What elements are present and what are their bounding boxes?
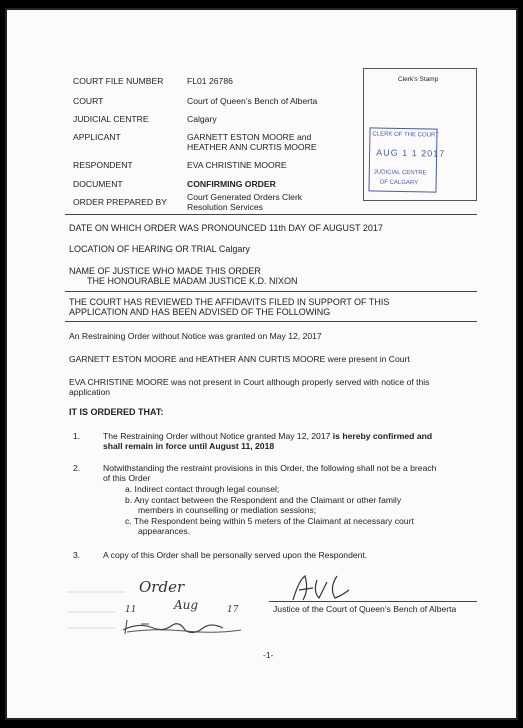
item-1-line-2: shall remain in force until August 11, 2018	[103, 441, 275, 451]
stamp-line-4: OF CALGARY	[379, 179, 419, 187]
handwritten-year: 17	[227, 605, 239, 615]
signature-caption: Justice of the Court of Queen’s Bench of Alberta	[273, 604, 457, 614]
stamp-date: AUG 1 1 2017	[376, 147, 446, 159]
label-court-file-number: COURT FILE NUMBER	[73, 76, 164, 86]
item-1-number: 1.	[73, 431, 81, 441]
item-2-c-line-1: c. The Respondent being within 5 meters of the Claimant at necessary court	[125, 516, 414, 526]
item-2-line-1: Notwithstanding the restraint provisions in this Order, the following shall not be a breach	[103, 463, 437, 473]
faint-form-lines	[67, 592, 125, 628]
label-judicial-centre: JUDICIAL CENTRE	[73, 114, 149, 124]
item-1-text: The Restraining Order without Notice granted May 12, 2017	[103, 431, 333, 441]
signature-line	[269, 601, 477, 602]
location-line: LOCATION OF HEARING OR TRIAL Calgary	[69, 244, 250, 254]
label-applicant: APPLICANT	[73, 132, 121, 142]
item-2-a: a. Indirect contact through legal counsel;	[125, 484, 280, 494]
handwritten-order: Order	[139, 578, 185, 596]
not-present-line-1: EVA CHRISTINE MOORE was not present in Court although properly served with notice of this	[69, 377, 430, 387]
divider	[65, 291, 477, 292]
label-court: COURT	[73, 96, 104, 106]
item-2-number: 2.	[73, 463, 81, 473]
label-order-prepared-by: ORDER PREPARED BY	[73, 197, 167, 207]
date-pronounced-line: DATE ON WHICH ORDER WAS PRONOUNCED 11th DAY OF AUGUST 2017	[69, 223, 383, 233]
value-judicial-centre: Calgary	[187, 114, 217, 124]
divider	[65, 321, 477, 322]
not-present-line-2: application	[69, 387, 111, 397]
value-order-prepared-by-2: Resolution Services	[187, 202, 263, 212]
stamp-line-1: CLERK OF THE COURT	[372, 131, 439, 139]
item-2-c-line-2: appearances.	[138, 526, 191, 536]
handwritten-month: Aug	[174, 598, 199, 612]
value-applicant-2: HEATHER ANN CURTIS MOORE	[187, 142, 317, 152]
label-document: DOCUMENT	[73, 179, 123, 189]
clerks-stamp-label: Clerk’s Stamp	[398, 76, 439, 83]
clerk-initials	[119, 616, 229, 638]
value-court: Court of Queen’s Bench of Alberta	[187, 96, 318, 106]
divider	[65, 214, 477, 215]
item-3-number: 3.	[73, 550, 81, 560]
item-2-line-2: of this Order	[103, 473, 151, 483]
granted-line: An Restraining Order without Notice was granted on May 12, 2017	[69, 331, 322, 341]
value-court-file-number: FL01 26786	[187, 76, 233, 86]
value-order-prepared-by-1: Court Generated Orders Clerk	[187, 192, 303, 202]
item-1-line-1	[103, 431, 432, 441]
justice-name: THE HONOURABLE MADAM JUSTICE K.D. NIXON	[87, 276, 298, 286]
page-number: -1-	[263, 650, 274, 660]
item-2-b-line-1: b. Any contact between the Respondent and the Claimant or other family	[125, 495, 402, 505]
ordered-heading: IT IS ORDERED THAT:	[69, 407, 164, 417]
justice-label: NAME OF JUSTICE WHO MADE THIS ORDER	[69, 266, 261, 276]
value-applicant-1: GARNETT ESTON MOORE and	[187, 132, 312, 142]
document-page	[5, 8, 518, 720]
label-respondent: RESPONDENT	[73, 160, 133, 170]
present-line: GARNETT ESTON MOORE and HEATHER ANN CURTIS MOORE were present in Court	[69, 354, 410, 364]
reviewed-line-2: APPLICATION AND HAS BEEN ADVISED OF THE FOLLOWING	[69, 307, 331, 317]
stamp-line-3: JUDICIAL CENTRE	[373, 169, 427, 177]
reviewed-line-1: THE COURT HAS REVIEWED THE AFFIDAVITS FILED IN SUPPORT OF THIS	[69, 297, 390, 307]
item-1-bold-text: is hereby confirmed and	[332, 431, 433, 441]
item-2-b-line-2: members in counselling or mediation sessions;	[138, 505, 317, 515]
value-document: CONFIRMING ORDER	[187, 179, 276, 189]
handwritten-day: 11	[125, 605, 137, 615]
clerk-filing-stamp	[368, 127, 446, 192]
value-respondent: EVA CHRISTINE MOORE	[187, 160, 287, 170]
item-3-text: A copy of this Order shall be personally served upon the Respondent.	[103, 550, 368, 560]
